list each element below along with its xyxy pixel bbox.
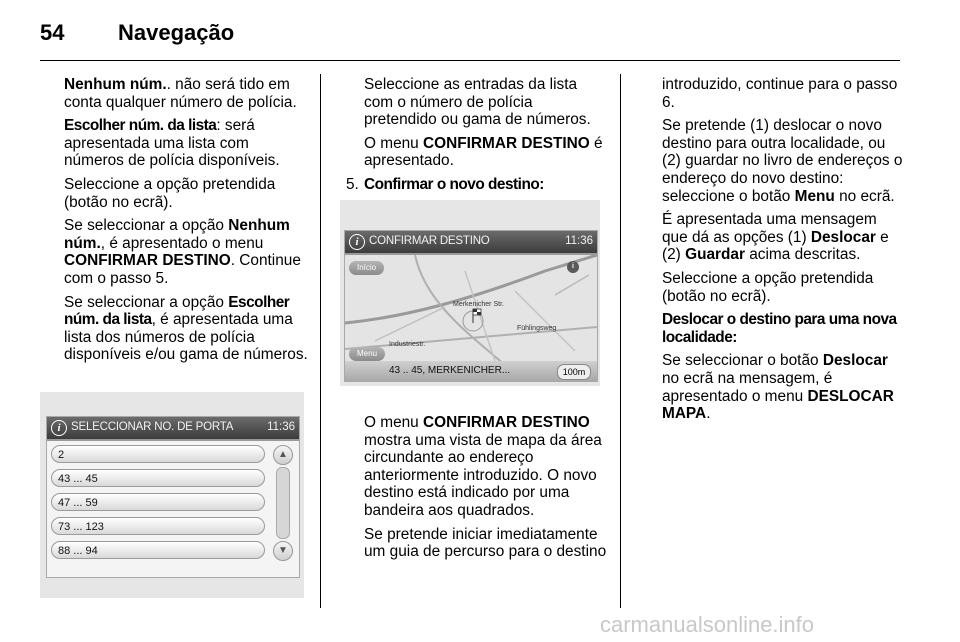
paragraph-select-option-2: Seleccione a opção pretendida (botão no ecrã). bbox=[662, 269, 874, 305]
column-1 bbox=[64, 76, 310, 370]
screenshot-confirm-destination bbox=[340, 200, 600, 386]
start-button[interactable]: Início bbox=[349, 261, 384, 275]
column-divider-1 bbox=[320, 74, 321, 608]
step-5 bbox=[346, 176, 608, 194]
page-title: Navegação bbox=[118, 20, 235, 45]
term-escolher: Escolher núm. da lista bbox=[64, 117, 217, 135]
destination-address: 43 .. 45, MERKENICHER... bbox=[389, 365, 511, 376]
menu-button[interactable]: Menu bbox=[349, 347, 385, 361]
destination-info-icon[interactable]: i bbox=[567, 261, 579, 273]
paragraph-menu-shown: O menu CONFIRMAR DESTINO é apresentado. bbox=[364, 134, 603, 170]
header-divider bbox=[40, 60, 900, 61]
paragraph-if-nenhum: Se seleccionar a opção Nenhum núm., é apresentado o menu CONFIRMAR DESTINO. Continue com o passo 5. bbox=[64, 217, 301, 287]
column-2 bbox=[346, 76, 608, 194]
paragraph-start-guidance: Se pretende iniciar imediatamente um guia de percurso para o destino bbox=[364, 525, 607, 561]
paragraph-message: É apresentada uma mensagem que dá as opções (1) Deslocar e (2) Guardar acima descritas. bbox=[662, 211, 889, 264]
info-icon: i bbox=[51, 420, 67, 436]
step-label: Confirmar o novo destino: bbox=[364, 175, 544, 193]
list-screen bbox=[46, 416, 300, 578]
paragraph-select-option: Seleccione a opção pretendida (botão no ecrã). bbox=[64, 175, 276, 211]
screen-title: CONFIRMAR DESTINO bbox=[369, 235, 490, 247]
subheading-move-destination: Deslocar o destino para uma nova localidade: bbox=[662, 311, 897, 346]
scroll-down-icon[interactable]: ▼ bbox=[273, 541, 293, 561]
street-label: Fühlingsweg bbox=[517, 325, 557, 332]
paragraph-if-deslocar: Se seleccionar o botão Deslocar no ecrã na mensagem, é apresentado o menu DESLOCAR MAPA. bbox=[662, 352, 894, 423]
scroll-up-icon[interactable]: ▲ bbox=[273, 445, 293, 465]
clock: 11:36 bbox=[267, 421, 295, 433]
paragraph-escolher: Escolher núm. da lista: será apresentada uma lista com números de polícia disponíveis. bbox=[64, 117, 280, 170]
info-icon: i bbox=[349, 234, 365, 250]
list-item[interactable]: 88 ... 94 bbox=[51, 541, 265, 559]
street-label: Merkenicher Str. bbox=[453, 301, 504, 308]
watermark: carmanualsonline.info bbox=[600, 612, 815, 637]
step-number: 5. bbox=[346, 175, 359, 193]
list-item[interactable]: 47 ... 59 bbox=[51, 493, 265, 511]
list-item[interactable]: 73 ... 123 bbox=[51, 517, 265, 535]
screen-title: SELECCIONAR NO. DE PORTA bbox=[71, 421, 234, 433]
clock: 11:36 bbox=[565, 235, 593, 247]
term-nenhum-num: Nenhum núm. bbox=[64, 76, 167, 93]
screenshot-house-number-list bbox=[40, 392, 304, 598]
paragraph-move-or-save: Se pretende (1) deslocar o novo destino para outra localidade, ou (2) guardar no livro de endereços o endereço do novo destino: seleccione o botão Menu no ecrã. bbox=[662, 117, 903, 205]
paragraph-nenhum-num: Nenhum núm.. não será tido em conta qualquer número de polícia. bbox=[64, 76, 297, 111]
column-3 bbox=[662, 76, 906, 429]
column-2-continued bbox=[364, 414, 610, 567]
map-footer bbox=[345, 361, 597, 381]
scale-indicator: 100m bbox=[557, 364, 591, 380]
screen-titlebar bbox=[47, 417, 299, 441]
scrollbar-track[interactable] bbox=[276, 467, 290, 539]
paragraph-if-escolher: Se seleccionar a opção Escolher núm. da lista, é apresentada uma lista dos números de polícia disponíveis e/ou gama de números. bbox=[64, 293, 308, 364]
column-divider-2 bbox=[620, 74, 621, 608]
paragraph-select-entries: Seleccione as entradas da lista com o número de polícia pretendido ou gama de números. bbox=[364, 76, 591, 129]
paragraph-map-desc: O menu CONFIRMAR DESTINO mostra uma vista de mapa da área circundante ao endereço anteriormente introduzido. O novo destino está indicado por uma bandeira aos quadrados. bbox=[364, 414, 602, 519]
list-item[interactable]: 2 bbox=[51, 445, 265, 463]
map-screen bbox=[344, 230, 598, 382]
street-label: Industriestr. bbox=[389, 341, 426, 348]
paragraph-continue: introduzido, continue para o passo 6. bbox=[662, 76, 898, 111]
page-number: 54 bbox=[40, 20, 65, 45]
list-item[interactable]: 43 ... 45 bbox=[51, 469, 265, 487]
